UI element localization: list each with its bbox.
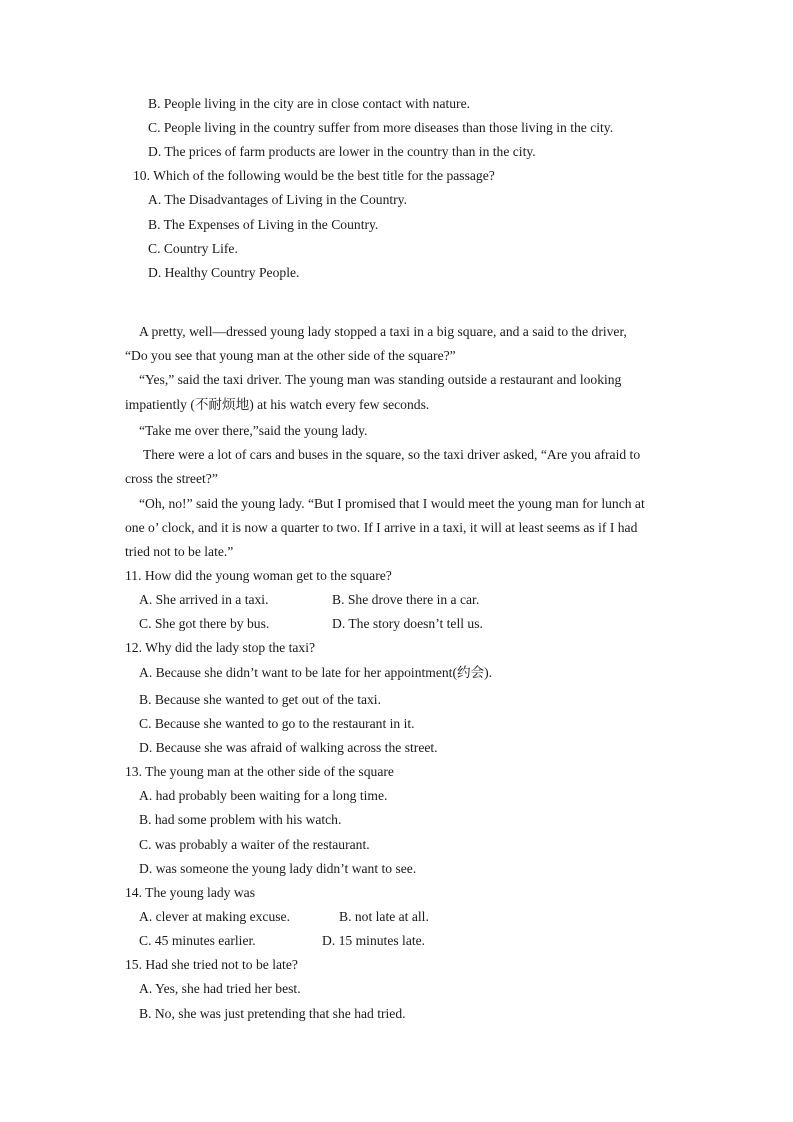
passage-line: A pretty, well—dressed young lady stopped a taxi in a big square, and a said to the driver, xyxy=(139,324,627,339)
q11-option-a: A. She arrived in a taxi. xyxy=(139,592,269,607)
q10-option-c: C. Country Life. xyxy=(148,241,238,256)
q10-question: 10. Which of the following would be the best title for the passage? xyxy=(133,168,495,183)
q12-option-c: C. Because she wanted to go to the restaurant in it. xyxy=(139,716,415,731)
q15-option-b: B. No, she was just pretending that she had tried. xyxy=(139,1006,406,1021)
passage-line: one o’ clock, and it is now a quarter to two. If I arrive in a taxi, it will at least seems as if I had xyxy=(125,520,638,535)
q12-option-d: D. Because she was afraid of walking across the street. xyxy=(139,740,438,755)
q14-option-c: C. 45 minutes earlier. xyxy=(139,933,256,948)
q9-option-d: D. The prices of farm products are lower in the country than in the city. xyxy=(148,144,536,159)
q11-option-d: D. The story doesn’t tell us. xyxy=(332,616,483,631)
q13-option-c: C. was probably a waiter of the restaurant. xyxy=(139,837,370,852)
q9-option-c: C. People living in the country suffer from more diseases than those living in the city. xyxy=(148,120,614,135)
passage-line: impatiently (不耐烦地) at his watch every few seconds. xyxy=(125,397,430,412)
q13-option-b: B. had some problem with his watch. xyxy=(139,812,342,827)
q15-question: 15. Had she tried not to be late? xyxy=(125,957,298,972)
passage-line: “Oh, no!” said the young lady. “But I promised that I would meet the young man for lunch at xyxy=(139,496,645,511)
q12-question: 12. Why did the lady stop the taxi? xyxy=(125,640,316,655)
q9-option-b: B. People living in the city are in close contact with nature. xyxy=(148,96,471,111)
passage-line: cross the street?” xyxy=(125,471,218,486)
passage-line: “Yes,” said the taxi driver. The young man was standing outside a restaurant and looking xyxy=(139,372,622,387)
q15-option-a: A. Yes, she had tried her best. xyxy=(139,981,301,996)
q11-question: 11. How did the young woman get to the square? xyxy=(125,568,392,583)
q11-option-c: C. She got there by bus. xyxy=(139,616,270,631)
passage-line: “Take me over there,”said the young lady. xyxy=(139,423,368,438)
q13-option-a: A. had probably been waiting for a long time. xyxy=(139,788,388,803)
q14-question: 14. The young lady was xyxy=(125,885,256,900)
q10-option-b: B. The Expenses of Living in the Country. xyxy=(148,217,379,232)
q13-option-d: D. was someone the young lady didn’t want to see. xyxy=(139,861,417,876)
q11-option-b: B. She drove there in a car. xyxy=(332,592,480,607)
q10-option-a: A. The Disadvantages of Living in the Country. xyxy=(148,192,407,207)
q12-option-b: B. Because she wanted to get out of the taxi. xyxy=(139,692,381,707)
q10-option-d: D. Healthy Country People. xyxy=(148,265,300,280)
q14-option-d: D. 15 minutes late. xyxy=(322,933,426,948)
passage-line: There were a lot of cars and buses in the square, so the taxi driver asked, “Are you afraid to xyxy=(143,447,641,462)
q14-option-a: A. clever at making excuse. xyxy=(139,909,290,924)
q12-option-a: A. Because she didn’t want to be late for her appointment(约会). xyxy=(139,665,493,680)
passage-line: tried not to be late.” xyxy=(125,544,234,559)
q14-option-b: B. not late at all. xyxy=(339,909,429,924)
q13-question: 13. The young man at the other side of the square xyxy=(125,764,394,779)
passage-line: “Do you see that young man at the other side of the square?” xyxy=(125,348,456,363)
